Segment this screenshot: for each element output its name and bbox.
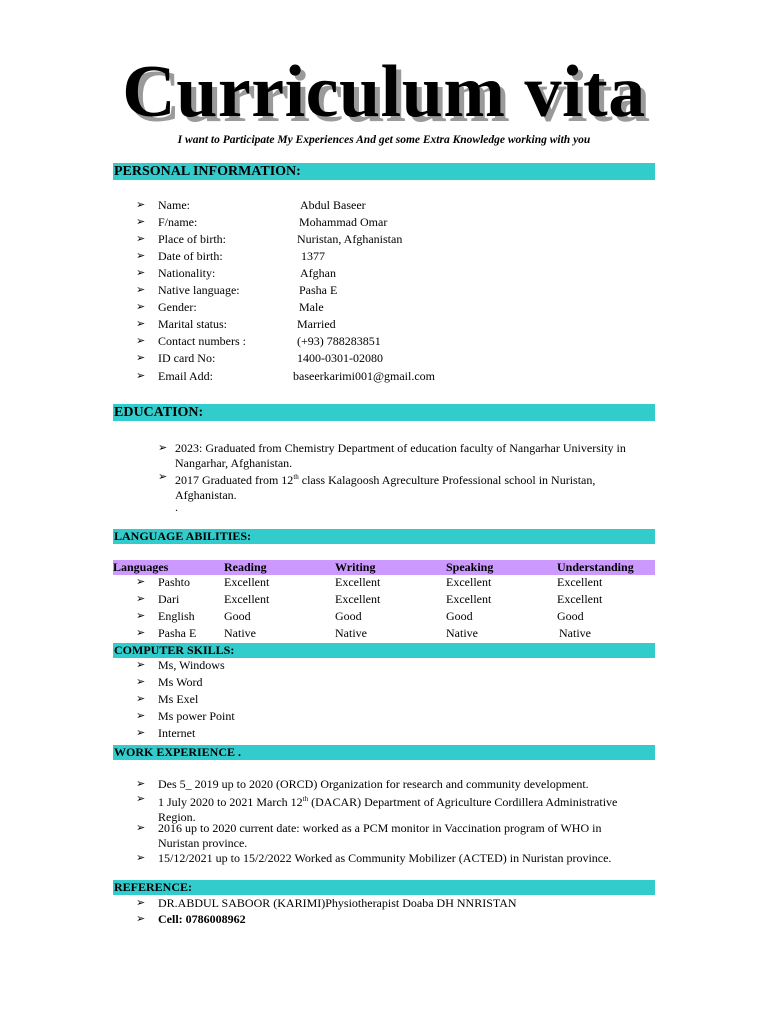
language-table-header	[113, 560, 655, 575]
bullet-arrow-icon: ➢	[136, 318, 146, 330]
field-value-contact: (+93) 788283851	[297, 334, 381, 348]
bullet-arrow-icon: ➢	[136, 822, 146, 834]
language-reading: Good	[224, 609, 251, 623]
language-reading: Excellent	[224, 592, 270, 606]
bullet-arrow-icon: ➢	[136, 627, 146, 639]
language-name: English	[158, 609, 195, 623]
field-value-id-card: 1400-0301-02080	[297, 351, 383, 365]
field-label-id-card: ID card No:	[158, 351, 216, 365]
education-item-university-line1: 2023: Graduated from Chemistry Department of education faculty of Nangarhar University in	[175, 441, 626, 455]
bullet-arrow-icon: ➢	[136, 727, 146, 739]
bullet-arrow-icon: ➢	[136, 284, 146, 296]
language-understanding: Good	[557, 609, 584, 623]
list-item: Ms, Windows	[158, 658, 225, 672]
document-title: Curriculum vita	[122, 51, 646, 133]
bullet-arrow-icon: ➢	[136, 250, 146, 262]
work-item-orcd: Des 5_ 2019 up to 2020 (ORCD) Organization for research and community development.	[158, 777, 589, 791]
language-speaking: Excellent	[446, 575, 492, 589]
trailing-dot: .	[175, 500, 178, 514]
field-value-email: baseerkarimi001@gmail.com	[293, 369, 436, 383]
field-value-name: Abdul Baseer	[300, 198, 366, 212]
field-label-place-of-birth: Place of birth:	[158, 232, 226, 246]
work-item-acted: 15/12/2021 up to 15/2/2022 Worked as Community Mobilizer (ACTED) in Nuristan province.	[158, 851, 612, 865]
bullet-arrow-icon: ➢	[136, 335, 146, 347]
language-reading: Native	[224, 626, 256, 640]
field-label-gender: Gender:	[158, 300, 197, 314]
language-name: Dari	[158, 592, 180, 606]
language-understanding: Excellent	[557, 592, 603, 606]
field-value-date-of-birth: 1377	[301, 249, 325, 263]
work-item-who	[158, 821, 658, 851]
language-writing: Native	[335, 626, 367, 640]
reference-name: DR.ABDUL SABOOR (KARIMI)Physiotherapist Doaba DH NNRISTAN	[158, 896, 517, 910]
bullet-arrow-icon: ➢	[136, 593, 146, 605]
work-item-dacar-text-cont: (DACAR) Department of Agriculture Cordillera Administrative	[308, 795, 618, 809]
language-speaking: Native	[446, 626, 478, 640]
education-item-university-line2: Nangarhar, Afghanistan.	[175, 456, 293, 470]
field-label-contact: Contact numbers :	[158, 334, 246, 348]
list-item: Ms Word	[158, 675, 203, 689]
field-value-place-of-birth: Nuristan, Afghanistan	[297, 232, 403, 246]
column-header-reading: Reading	[224, 560, 267, 574]
language-writing: Good	[335, 609, 362, 623]
bullet-arrow-icon: ➢	[158, 471, 168, 483]
work-item-dacar-line2: Region.	[158, 810, 196, 824]
work-item-who-line1: 2016 up to 2020 current date: worked as a PCM monitor in Vaccination program of WHO in	[158, 821, 602, 835]
bullet-arrow-icon: ➢	[136, 676, 146, 688]
language-writing: Excellent	[335, 575, 381, 589]
field-label-nationality: Nationality:	[158, 266, 216, 280]
list-item: Ms Exel	[158, 692, 199, 706]
bullet-arrow-icon: ➢	[136, 913, 146, 925]
education-item-university	[175, 441, 665, 471]
bullet-arrow-icon: ➢	[136, 267, 146, 279]
language-speaking: Good	[446, 609, 473, 623]
work-item-dacar-text: 1 July 2020 to 2021 March 12	[158, 795, 303, 809]
field-value-father-name: Mohammad Omar	[299, 215, 388, 229]
field-label-father-name: F/name:	[158, 215, 198, 229]
superscript: th	[293, 473, 299, 481]
language-speaking: Excellent	[446, 592, 492, 606]
reference-cell: Cell: 0786008962	[158, 912, 246, 926]
language-understanding: Excellent	[557, 575, 603, 589]
bullet-arrow-icon: ➢	[136, 610, 146, 622]
list-item: Internet	[158, 726, 196, 740]
bullet-arrow-icon: ➢	[136, 778, 146, 790]
language-understanding: Native	[559, 626, 591, 640]
column-header-writing: Writing	[335, 560, 376, 574]
field-label-marital-status: Marital status:	[158, 317, 227, 331]
education-item-school-text: 2017 Graduated from 12	[175, 473, 294, 487]
bullet-arrow-icon: ➢	[136, 852, 146, 864]
column-header-understanding: Understanding	[557, 560, 634, 574]
bullet-arrow-icon: ➢	[136, 659, 146, 671]
bullet-arrow-icon: ➢	[136, 199, 146, 211]
field-label-email: Email Add:	[158, 369, 213, 383]
section-heading-languages: LANGUAGE ABILITIES:	[113, 529, 655, 544]
education-item-school	[175, 470, 665, 503]
language-name: Pasha E	[158, 626, 197, 640]
field-value-marital-status: Married	[297, 317, 336, 331]
bullet-arrow-icon: ➢	[136, 793, 146, 805]
section-heading-personal: PERSONAL INFORMATION:	[113, 163, 655, 180]
section-heading-work-experience: WORK EXPERIENCE .	[113, 745, 655, 760]
bullet-arrow-icon: ➢	[136, 352, 146, 364]
column-header-languages: Languages	[113, 560, 169, 574]
column-header-speaking: Speaking	[446, 560, 494, 574]
bullet-arrow-icon: ➢	[136, 216, 146, 228]
field-value-native-language: Pasha E	[299, 283, 338, 297]
field-label-date-of-birth: Date of birth:	[158, 249, 223, 263]
bullet-arrow-icon: ➢	[136, 897, 146, 909]
bullet-arrow-icon: ➢	[136, 710, 146, 722]
document-subtitle: I want to Participate My Experiences And get some Extra Knowledge working with you	[177, 134, 591, 146]
language-reading: Excellent	[224, 575, 270, 589]
bullet-arrow-icon: ➢	[136, 576, 146, 588]
field-label-native-language: Native language:	[158, 283, 240, 297]
section-heading-education: EDUCATION:	[113, 404, 655, 421]
section-heading-computer-skills: COMPUTER SKILLS:	[113, 643, 655, 658]
field-value-gender: Male	[299, 300, 324, 314]
bullet-arrow-icon: ➢	[136, 233, 146, 245]
superscript: th	[302, 795, 309, 803]
work-item-who-line2: Nuristan province.	[158, 836, 248, 850]
bullet-arrow-icon: ➢	[136, 693, 146, 705]
field-label-name: Name:	[158, 198, 190, 212]
bullet-arrow-icon: ➢	[136, 370, 146, 382]
bullet-arrow-icon: ➢	[158, 442, 168, 454]
education-item-school-line2: Afghanistan.	[175, 488, 237, 502]
section-heading-reference: REFERENCE:	[113, 880, 655, 895]
list-item: Ms power Point	[158, 709, 235, 723]
field-value-nationality: Afghan	[300, 266, 336, 280]
bullet-arrow-icon: ➢	[136, 301, 146, 313]
education-item-school-text-cont: class Kalagoosh Agreculture Professional school in Nuristan,	[298, 473, 596, 487]
language-name: Pashto	[158, 575, 191, 589]
language-writing: Excellent	[335, 592, 381, 606]
